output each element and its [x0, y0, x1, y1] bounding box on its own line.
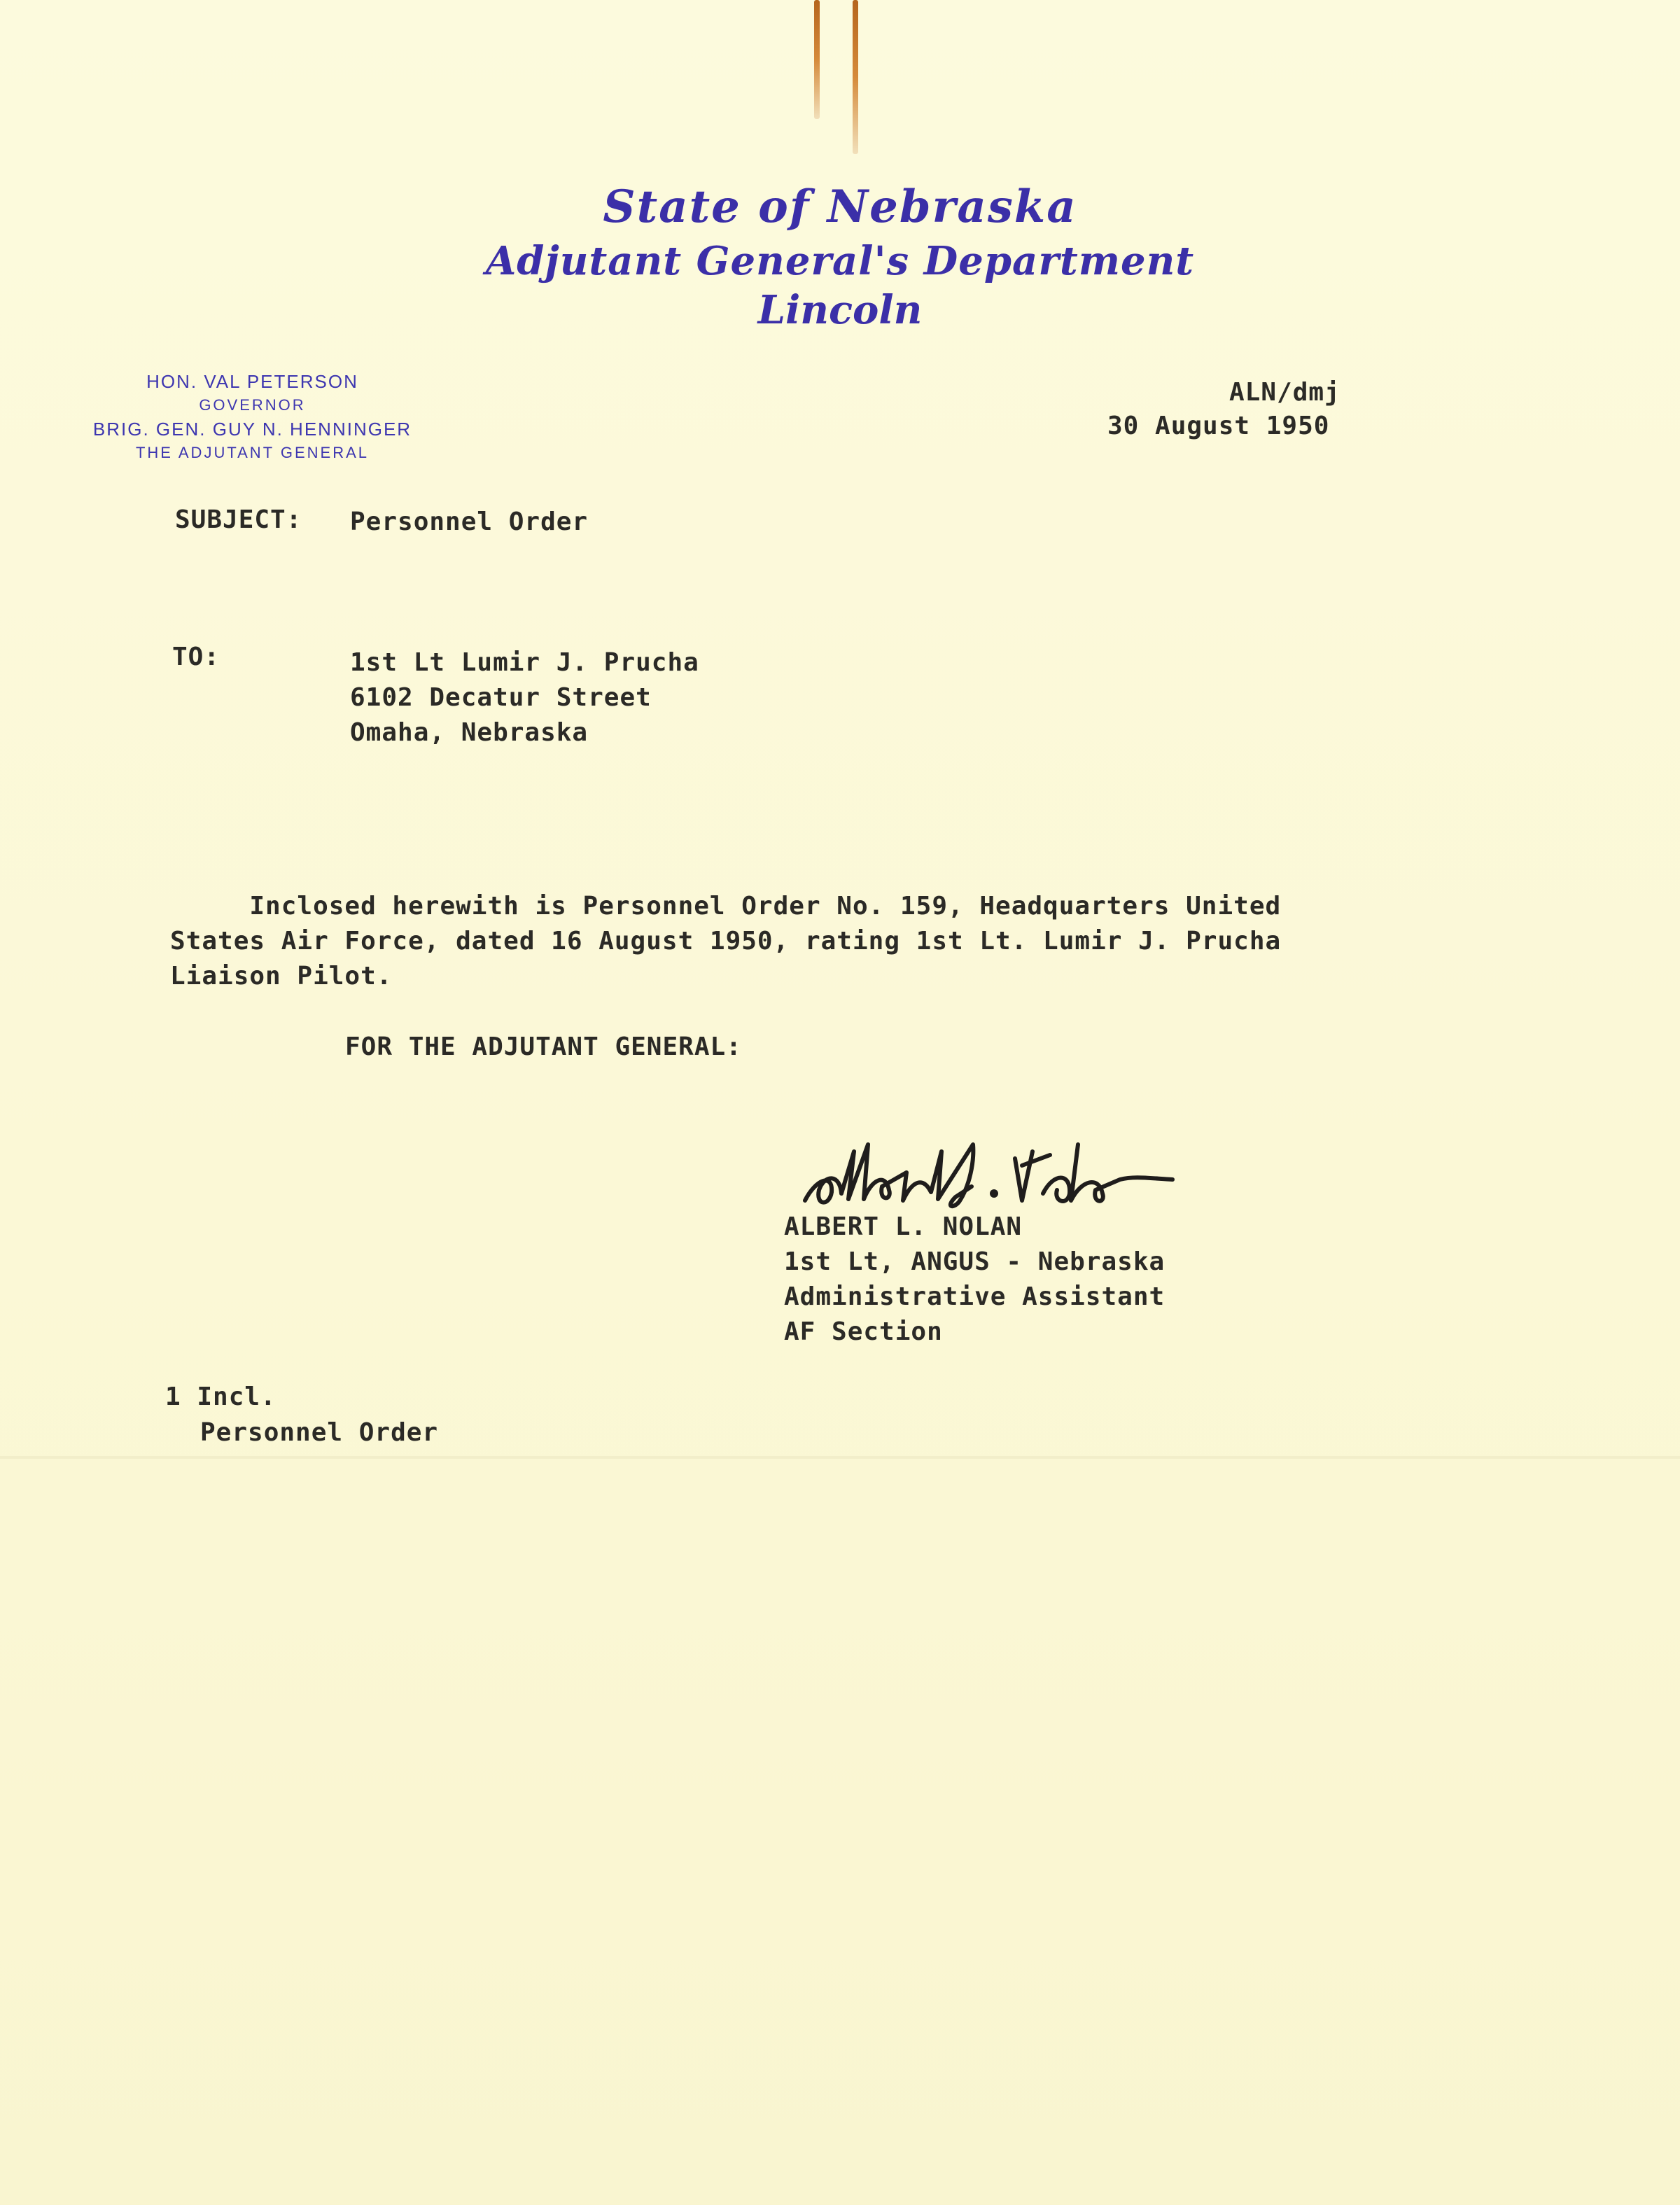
- letter-date: 30 August 1950: [1107, 412, 1330, 440]
- recipient-street: 6102 Decatur Street: [350, 683, 652, 712]
- paper-fold: [0, 1456, 1680, 1459]
- inclosure-description: Personnel Order: [200, 1418, 439, 1447]
- governor-title: GOVERNOR: [199, 396, 306, 414]
- letterhead-department: Adjutant General's Department: [485, 238, 1195, 284]
- inclosure-count: 1 Incl.: [165, 1382, 276, 1411]
- recipient-name: 1st Lt Lumir J. Prucha: [350, 648, 699, 677]
- staple-mark-right: [853, 0, 858, 154]
- signer-position: Administrative Assistant: [784, 1282, 1166, 1311]
- body-line-1: Inclosed herewith is Personnel Order No. 159, Headquarters United: [170, 892, 1282, 920]
- signer-name: ALBERT L. NOLAN: [784, 1212, 1023, 1241]
- for-adjutant-general: FOR THE ADJUTANT GENERAL:: [345, 1032, 742, 1061]
- subject-label: SUBJECT:: [175, 505, 302, 534]
- letterhead-officials: [62, 370, 443, 465]
- signer-section: AF Section: [784, 1317, 943, 1346]
- letterhead-state: State of Nebraska: [603, 181, 1077, 233]
- staple-mark-left: [814, 0, 820, 119]
- adjutant-general-title: THE ADJUTANT GENERAL: [135, 444, 369, 461]
- to-label: TO:: [172, 643, 220, 671]
- body-paragraph: [170, 889, 1402, 994]
- signer-rank: 1st Lt, ANGUS - Nebraska: [784, 1247, 1166, 1276]
- letterhead-city: Lincoln: [757, 287, 923, 333]
- body-line-2: States Air Force, dated 16 August 1950, rating 1st Lt. Lumir J. Prucha: [170, 927, 1282, 955]
- reference-initials: ALN/dmj: [1229, 378, 1340, 407]
- subject-value: Personnel Order: [350, 507, 589, 536]
- signature-image: [791, 1124, 1183, 1222]
- body-line-3: Liaison Pilot.: [170, 962, 393, 990]
- adjutant-general-name: BRIG. GEN. GUY N. HENNINGER: [92, 419, 412, 440]
- recipient-city: Omaha, Nebraska: [350, 718, 589, 747]
- governor-name: HON. VAL PETERSON: [146, 371, 358, 392]
